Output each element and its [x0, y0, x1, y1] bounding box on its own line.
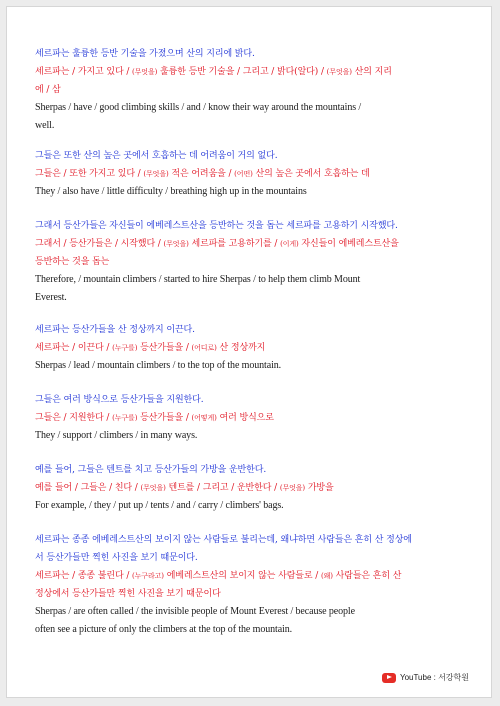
sentence-block [35, 147, 471, 201]
sentence-block [35, 391, 471, 445]
chunk-translation-cont: 에 / 삼 [35, 85, 61, 95]
english-sentence: Sherpas / lead / mountain climbers / to the top of the mountain. [35, 360, 282, 371]
document-page [6, 6, 492, 698]
korean-sentence-cont: 서 등산가들만 찍힌 사진을 보기 때문이다. [35, 553, 198, 563]
footer-credit [382, 672, 469, 683]
sentence-block [35, 461, 471, 515]
sentence-block [35, 45, 471, 135]
chunk-translation: 그들은 / 또한 가지고 있다 / (무엇을) 적은 어려움을 / (어떤) 산의 높은 곳에서 호흡하는 데 [35, 169, 370, 179]
english-sentence: They / also have / little difficulty / breathing high up in the mountains [35, 186, 307, 197]
korean-sentence: 예를 들어, 그들은 텐트를 치고 등산가들의 가방을 운반한다. [35, 465, 267, 475]
english-sentence: Sherpas / have / good climbing skills / and / know their way around the mountains / [35, 102, 362, 113]
chunk-translation: 세르파는 / 종종 불린다 / (누구라고) 에베레스트산의 보이지 않는 사람들로 / (왜) 사람들은 흔히 산 [35, 571, 402, 581]
english-sentence: For example, / they / put up / tents / and / carry / climbers' bags. [35, 500, 284, 511]
english-sentence-cont: well. [35, 120, 55, 131]
chunk-translation-cont: 등반하는 것을 돕는 [35, 257, 110, 267]
korean-sentence: 세르파는 훌륭한 등반 기술을 가졌으며 산의 지리에 밝다. [35, 49, 255, 59]
korean-sentence: 그래서 등산가들은 자신들이 에베레스트산을 등반하는 것을 돕는 세르파를 고용하기 시작했다. [35, 221, 398, 231]
english-sentence-cont: Everest. [35, 292, 67, 303]
korean-sentence: 그들은 여러 방식으로 등산가들을 지원한다. [35, 395, 204, 405]
sentence-block [35, 321, 471, 375]
chunk-translation: 세르파는 / 가지고 있다 / (무엇을) 훌륭한 등반 기술을 / 그리고 / 밝다(알다) / (무엇을) 산의 지리 [35, 67, 392, 77]
footer-label: YouTube : 서강학원 [399, 673, 469, 682]
english-sentence-cont: often see a picture of only the climbers at the top of the mountain. [35, 624, 293, 635]
youtube-icon [382, 673, 396, 683]
english-sentence: They / support / climbers / in many ways. [35, 430, 198, 441]
korean-sentence: 세르파는 등산가들을 산 정상까지 이끈다. [35, 325, 195, 335]
chunk-translation: 세르파는 / 이끈다 / (누구를) 등산가들을 / (어디로) 산 정상까지 [35, 343, 266, 353]
korean-sentence: 세르파는 종종 에베레스트산의 보이지 않는 사람들로 불리는데, 왜냐하면 사람들은 흔히 산 정상에 [35, 535, 412, 545]
english-sentence: Sherpas / are often called / the invisible people of Mount Everest / because people [35, 606, 355, 617]
english-sentence: Therefore, / mountain climbers / started to hire Sherpas / to help them climb Mount [35, 274, 361, 285]
sentence-block [35, 531, 471, 639]
chunk-translation: 그들은 / 지원한다 / (누구를) 등산가들을 / (어떻게) 여러 방식으로 [35, 413, 274, 423]
chunk-translation: 그래서 / 등산가들은 / 시작했다 / (무엇을) 세르파를 고용하기를 / (이게) 자신들이 에베레스트산을 [35, 239, 399, 249]
chunk-translation: 예를 들어 / 그들은 / 친다 / (무엇을) 텐트를 / 그리고 / 운반한다 / (무엇을) 가방을 [35, 483, 334, 493]
sentence-block [35, 217, 471, 307]
chunk-translation-cont: 정상에서 등산가들만 찍힌 사진을 보기 때문이다 [35, 589, 221, 599]
korean-sentence: 그들은 또한 산의 높은 곳에서 호흡하는 데 어려움이 거의 없다. [35, 151, 278, 161]
